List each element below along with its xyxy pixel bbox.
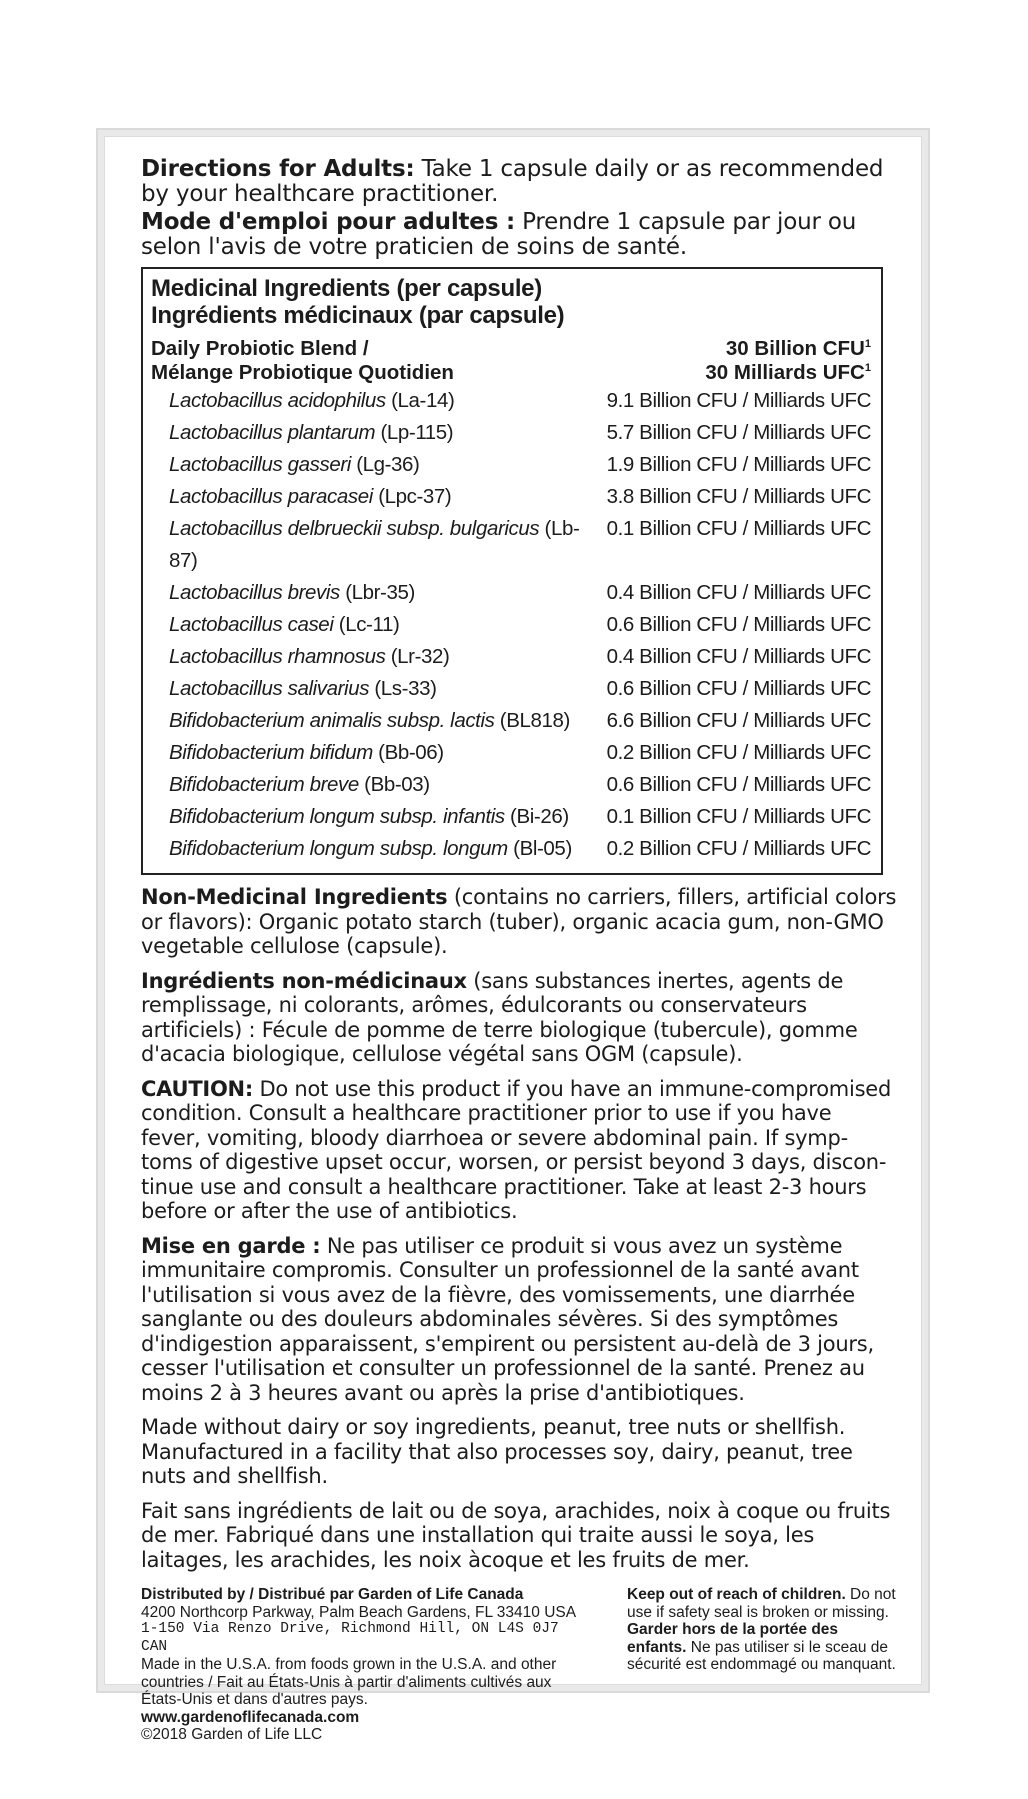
keep-out-fr: Garder hors de la portée des enfants. <box>627 1621 839 1656</box>
ingredient-strain: (Bi-26) <box>504 805 569 828</box>
ingredient-name <box>169 673 437 705</box>
ingredient-strain: (Lc-11) <box>333 613 400 636</box>
ingredient-species: Lactobacillus salivarius <box>169 677 370 700</box>
ingredient-species: Bifidobacterium longum subsp. infantis <box>169 805 505 828</box>
ingredient-species: Bifidobacterium breve <box>169 773 359 796</box>
blend-total-fr <box>705 361 871 385</box>
ingredient-amount: 3.8 Billion CFU / Milliards UFC <box>606 485 871 508</box>
directions-fr-text: Prendre 1 capsule par jour ou selon l'avis de votre praticien de soins de santé. <box>141 209 857 260</box>
ingredient-species: Lactobacillus paracasei <box>169 485 373 508</box>
seal-warning-en: Do not use if safety seal is broken or missing. <box>627 1586 896 1621</box>
ingredient-strain: (Lr-32) <box>385 645 450 668</box>
ingredient-strain: (Lp-115) <box>375 421 454 444</box>
ingredient-amount: 6.6 Billion CFU / Milliards UFC <box>606 709 871 732</box>
safety-warning-fr <box>627 1621 897 1674</box>
ingredient-row <box>151 449 871 481</box>
ingredient-amount: 0.1 Billion CFU / Milliards UFC <box>606 517 871 540</box>
label-content <box>141 157 897 1744</box>
address-usa: 4200 Northcorp Parkway, Palm Beach Gardens, FL 33410 USA <box>141 1603 577 1621</box>
ingredient-species: Lactobacillus casei <box>169 613 334 636</box>
ingredient-species: Lactobacillus plantarum <box>169 421 376 444</box>
non-medicinal-en-text: (contains no carriers, fillers, artificial colors or flavors): Organic potato starch (tuber), organic acacia gum, non-GMO vegetable cellulose (capsule). <box>141 885 897 958</box>
blend-total-en-value: 30 Billion CFU <box>725 337 865 360</box>
safety-warnings <box>627 1586 897 1744</box>
ingredient-name <box>169 737 444 769</box>
caution-fr-text: Ne pas utiliser ce produit si vous avez un système immunitaire compromis. Consulter un professionnel de la santé avant l'utilisation si vous avez de la fièvre, des vomissements, une diarrhée sanglante ou des douleurs abdominales sévères. Si des symptômes d'indigestion apparaissent, s'empirent ou persistent au-delà de 3 jours, cesser l'utilisation et consulter un professionnel de la santé. Prenez au moins 2 à 3 heures avant ou après la prise d'antibiotiques. <box>141 1233 874 1405</box>
footnote-mark: 1 <box>864 362 871 375</box>
ingredient-amount: 9.1 Billion CFU / Milliards UFC <box>606 389 871 412</box>
panel-title-en: Medicinal Ingredients (per capsule) <box>151 275 542 302</box>
supplement-label-panel <box>104 136 922 1743</box>
ingredient-strain: (La-14) <box>385 389 455 412</box>
ingredient-row <box>151 769 871 801</box>
ingredient-amount: 0.6 Billion CFU / Milliards UFC <box>606 773 871 796</box>
ingredient-row <box>151 833 871 865</box>
made-in-statement <box>141 1656 581 1726</box>
ingredient-species: Bifidobacterium longum subsp. longum <box>169 837 508 860</box>
ingredient-row <box>151 513 871 577</box>
ingredient-amount: 0.6 Billion CFU / Milliards UFC <box>606 613 871 636</box>
ingredient-name <box>169 769 430 801</box>
blend-total-fr-value: 30 Milliards UFC <box>705 361 865 384</box>
medicinal-ingredients-panel <box>141 267 883 875</box>
ingredient-strain: (Bb-03) <box>358 773 430 796</box>
ingredient-row <box>151 641 871 673</box>
ingredient-strain: (BL818) <box>494 709 570 732</box>
ingredient-strain: (Ls-33) <box>369 677 437 700</box>
caution-fr <box>141 1234 897 1406</box>
ingredient-species: Lactobacillus rhamnosus <box>169 645 386 668</box>
caution-en-label: CAUTION: <box>141 1076 254 1101</box>
ingredient-name <box>169 449 420 481</box>
non-medicinal-en <box>141 885 897 959</box>
ingredient-species: Lactobacillus delbrueckii subsp. bulgaricus <box>169 517 540 540</box>
distributed-by-text: Distributed by / Distribué par Garden of Life Canada <box>141 1586 524 1603</box>
blend-name-en: Daily Probiotic Blend / <box>151 337 369 360</box>
panel-title-fr: Ingrédients médicinaux (par capsule) <box>151 302 565 329</box>
ingredient-name <box>169 385 454 417</box>
directions-en-label: Directions for Adults: <box>141 156 415 182</box>
ingredient-amount: 0.4 Billion CFU / Milliards UFC <box>606 581 871 604</box>
directions-fr-label: Mode d'emploi pour adultes : <box>141 209 515 235</box>
ingredient-name <box>169 577 415 609</box>
directions-fr <box>141 210 897 259</box>
ingredient-name <box>169 641 449 673</box>
ingredient-strain: (Lbr-35) <box>339 581 415 604</box>
ingredient-amount: 0.2 Billion CFU / Milliards UFC <box>606 837 871 860</box>
ingredient-species: Bifidobacterium bifidum <box>169 741 373 764</box>
ingredient-strain: (Lpc-37) <box>372 485 452 508</box>
ingredient-strain: (Bl-05) <box>507 837 572 860</box>
ingredient-name <box>169 481 451 513</box>
ingredient-row <box>151 577 871 609</box>
ingredient-species: Lactobacillus gasseri <box>169 453 351 476</box>
safety-warning-en <box>627 1586 897 1621</box>
ingredient-row <box>151 705 871 737</box>
non-medicinal-fr <box>141 969 897 1067</box>
ingredient-name <box>169 833 572 865</box>
non-medicinal-fr-label: Ingrédients non-médicinaux <box>141 968 467 993</box>
ingredient-row <box>151 385 871 417</box>
address-canada: 1-150 Via Renzo Drive, Richmond Hill, ON L4S 0J7 CAN <box>141 1621 559 1655</box>
made-in-text: Made in the U.S.A. from foods grown in the U.S.A. and other countries / Fait au États-Unis à partir d'aliments cultivés aux États-Unis et dans d'autres pays. <box>141 1656 557 1708</box>
ingredient-row <box>151 609 871 641</box>
keep-out-en: Keep out of reach of children. <box>627 1586 846 1603</box>
ingredient-name <box>169 513 607 577</box>
allergen-statement-en: Made without dairy or soy ingredients, peanut, tree nuts or shellfish. Manufactured in a facility that also processes soy, dairy, peanut, tree nuts and shellfish. <box>141 1415 853 1488</box>
ingredient-strain: (Lg-36) <box>350 453 420 476</box>
ingredient-species: Lactobacillus brevis <box>169 581 340 604</box>
non-medicinal-en-label: Non-Medicinal Ingredients <box>141 885 448 909</box>
allergen-statement-fr: Fait sans ingrédients de lait ou de soya, arachides, noix à coque ou fruits de mer. Fabriqué dans une installation qui traite aussi le soya, les laitages, les arachides, les noix àcoque et les fruits de mer. <box>141 1498 891 1572</box>
ingredient-name <box>169 609 399 641</box>
ingredient-row <box>151 737 871 769</box>
caution-en <box>141 1077 897 1224</box>
ingredient-name <box>169 705 570 737</box>
copyright: ©2018 Garden of Life LLC <box>141 1726 323 1743</box>
seal-warning-fr: Ne pas utiliser si le sceau de sécurité est endommagé ou manquant. <box>627 1638 896 1673</box>
blend-name-fr: Mélange Probiotique Quotidien <box>151 361 454 384</box>
ingredient-amount: 1.9 Billion CFU / Milliards UFC <box>606 453 871 476</box>
ingredient-amount: 5.7 Billion CFU / Milliards UFC <box>606 421 871 444</box>
distributed-by <box>141 1586 581 1604</box>
blend-totals <box>705 337 871 385</box>
ingredient-name <box>169 801 569 833</box>
distributor-info <box>141 1586 581 1744</box>
ingredient-species: Lactobacillus acidophilus <box>169 389 386 412</box>
ingredient-row <box>151 673 871 705</box>
ingredient-row <box>151 481 871 513</box>
ingredient-amount: 0.4 Billion CFU / Milliards UFC <box>606 645 871 668</box>
ingredient-amount: 0.1 Billion CFU / Milliards UFC <box>606 805 871 828</box>
caution-en-text: Do not use this product if you have an immune-compromised condition. Consult a healthcare practitioner prior to use if you have fever, vomiting, bloody diarrhoea or severe abdominal pain. If symp-toms of digestive upset occur, worsen, or persist beyond 3 days, discon-tinue use and consult a healthcare practitioner. Take at least 2-3 hours before or after the use of antibiotics. <box>141 1076 892 1223</box>
ingredient-row <box>151 417 871 449</box>
directions-en-text: Take 1 capsule daily or as recommended by your healthcare practitioner. <box>141 156 884 207</box>
ingredient-amount: 0.6 Billion CFU / Milliards UFC <box>606 677 871 700</box>
ingredient-species: Bifidobacterium animalis subsp. lactis <box>169 709 495 732</box>
label-footer <box>141 1586 897 1744</box>
website-link[interactable]: www.gardenoflifecanada.com <box>141 1708 360 1726</box>
ingredient-amount: 0.2 Billion CFU / Milliards UFC <box>606 741 871 764</box>
blend-names <box>151 337 454 385</box>
probiotic-blend-header <box>151 337 871 385</box>
ingredient-strain: (Bb-06) <box>372 741 444 764</box>
non-medicinal-fr-text: (sans substances inertes, agents de remplissage, ni colorants, arômes, édulcorants ou conservateurs artificiels) : Fécule de pomme de terre biologique (tubercule), gomme d'acacia biologique, cellulose végétal sans OGM (capsule). <box>141 968 858 1066</box>
caution-fr-label: Mise en garde : <box>141 1233 321 1258</box>
ingredient-row <box>151 801 871 833</box>
directions-en <box>141 157 897 206</box>
ingredient-name <box>169 417 453 449</box>
ingredient-strain: (Lb-87) <box>169 517 580 572</box>
footnote-mark: 1 <box>864 338 871 351</box>
blend-total-en <box>705 337 871 361</box>
ingredient-list <box>151 385 871 865</box>
